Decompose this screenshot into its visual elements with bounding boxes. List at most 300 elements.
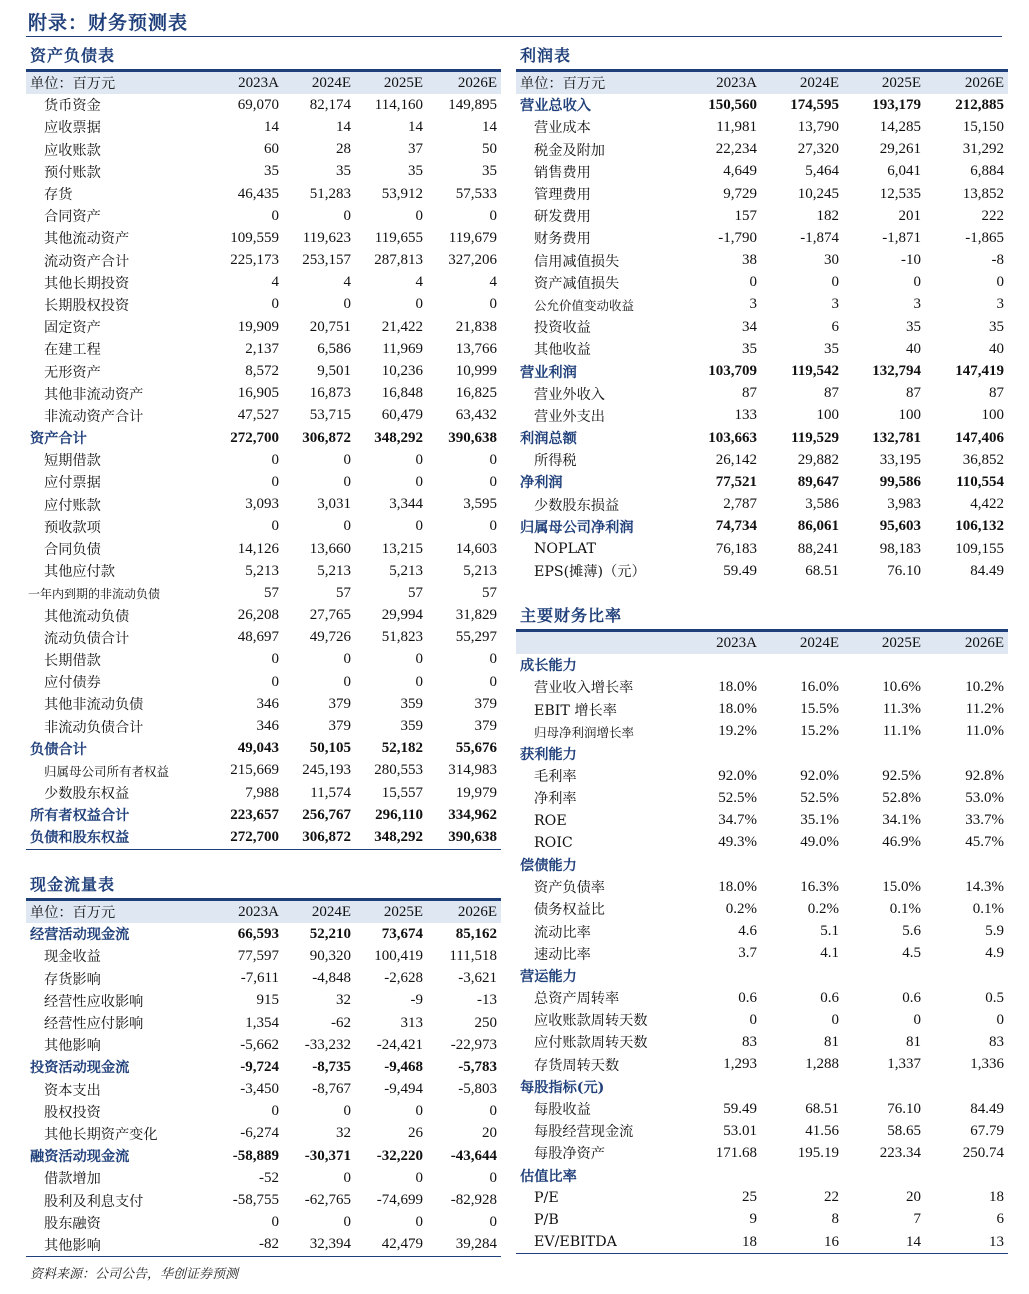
row-value: 9,501 (317, 363, 351, 380)
table-row (516, 449, 1008, 471)
row-value: 33,195 (879, 451, 921, 468)
row-value: 53.0% (965, 789, 1004, 806)
row-label: 归属母公司所有者权益 (44, 763, 170, 779)
row-label: 长期股权投资 (44, 297, 130, 314)
row-label: 流动比率 (534, 924, 591, 941)
row-value: 0 (415, 1169, 423, 1186)
row-label: 预收款项 (44, 519, 101, 536)
row-value: 0 (343, 1103, 351, 1120)
row-value: 0 (749, 274, 757, 291)
row-label: 营运能力 (520, 968, 577, 985)
row-value: 0 (343, 473, 351, 490)
table-row (26, 294, 501, 316)
row-label: 其他流动资产 (44, 231, 130, 248)
row-label: 获利能力 (520, 747, 577, 764)
row-value: 132,794 (872, 363, 921, 380)
row-value: 9 (749, 1211, 757, 1228)
table-row (516, 676, 1008, 698)
row-value: 40 (906, 340, 921, 357)
row-value: 14 (264, 118, 279, 135)
row-value: 16,848 (381, 385, 423, 402)
row-value: 89,647 (797, 473, 839, 490)
row-value: 14,603 (455, 540, 497, 557)
row-value: 0 (343, 1169, 351, 1186)
row-value: 106,132 (955, 518, 1004, 535)
row-value: 3,586 (805, 496, 839, 513)
table-row (26, 538, 501, 560)
row-value: 26,208 (237, 607, 279, 624)
row-value: 46,435 (237, 185, 279, 202)
row-value: 0 (831, 274, 839, 291)
cash-flow-bottom-rule (26, 1256, 501, 1257)
row-value (925, 965, 1008, 987)
table-row (26, 945, 501, 967)
row-label: 借款增加 (44, 1171, 101, 1188)
row-value: 20 (906, 1189, 921, 1206)
row-value: 327,206 (448, 252, 497, 269)
row-value: -3,621 (458, 970, 497, 987)
row-label: 存货影响 (44, 971, 101, 988)
table-row (26, 826, 501, 848)
row-value: -5,803 (458, 1081, 497, 1098)
row-value: 10.2% (965, 678, 1004, 695)
table-row (26, 1012, 501, 1034)
row-value: 4.5 (902, 945, 921, 962)
row-value: 81 (906, 1033, 921, 1050)
row-value: 379 (328, 695, 351, 712)
row-value: 88,241 (797, 540, 839, 557)
header-year-cell: 2023A (681, 72, 761, 94)
table-row (26, 139, 501, 161)
row-value: 53.01 (723, 1122, 757, 1139)
row-value (761, 965, 843, 987)
row-value: 296,110 (375, 806, 423, 823)
row-value: 119,623 (302, 229, 351, 246)
row-value: 35 (824, 340, 839, 357)
row-value (843, 965, 925, 987)
row-value: 87 (906, 385, 921, 402)
header-year-cell: 2023A (681, 632, 761, 654)
row-value: 11,969 (382, 340, 423, 357)
row-value: 287,813 (374, 252, 423, 269)
row-value: -9,468 (384, 1058, 423, 1075)
row-value (843, 854, 925, 876)
row-value: 35 (336, 163, 351, 180)
row-value: 15.5% (800, 701, 839, 718)
row-value: 11.0% (965, 723, 1004, 740)
row-value: 915 (256, 992, 279, 1009)
row-value (761, 1165, 843, 1187)
table-row (516, 832, 1008, 854)
table-row (516, 427, 1008, 449)
row-label: P/E (534, 1189, 559, 1206)
row-value: 14 (906, 1233, 921, 1250)
row-label: EBIT 增长率 (534, 702, 617, 719)
row-value: 0 (415, 1214, 423, 1231)
row-value: 39,284 (455, 1236, 497, 1253)
table-row (26, 250, 501, 272)
row-label: 非流动资产合计 (44, 408, 144, 425)
header-year-cell: 2026E (925, 632, 1008, 654)
row-value: 0 (271, 296, 279, 313)
title-divider (26, 36, 1002, 37)
table-row (516, 494, 1008, 516)
row-value: 346 (256, 718, 279, 735)
row-value: 195.19 (797, 1144, 839, 1161)
row-value: 4.1 (820, 945, 839, 962)
row-value: 59.49 (723, 562, 757, 579)
row-label: 研发费用 (534, 209, 591, 226)
row-value: 53,715 (309, 407, 351, 424)
row-value: 92.0% (800, 767, 839, 784)
table-row (516, 876, 1008, 898)
table-row (26, 161, 501, 183)
table-row (26, 272, 501, 294)
row-value: 8,572 (245, 363, 279, 380)
table-row (516, 405, 1008, 427)
row-value: 3,344 (389, 496, 423, 513)
row-value: 253,157 (302, 252, 351, 269)
row-value: 16 (824, 1233, 839, 1250)
table-row (516, 987, 1008, 1009)
table-row (26, 183, 501, 205)
row-label: 货币资金 (44, 98, 101, 115)
row-label: 净利润 (520, 475, 563, 492)
row-value: 0 (271, 1103, 279, 1120)
row-label: 资产减值损失 (534, 275, 620, 292)
row-value: 87 (824, 385, 839, 402)
row-label: 一年内到期的非流动负债 (28, 586, 161, 601)
row-value: 53,912 (381, 185, 423, 202)
table-row (516, 161, 1008, 183)
row-value: 314,983 (448, 762, 497, 779)
row-value (843, 1076, 925, 1098)
row-value: 174,595 (790, 96, 839, 113)
row-value: 1,288 (805, 1056, 839, 1073)
row-value: -4,848 (312, 970, 351, 987)
row-value: 0 (489, 296, 497, 313)
row-value: 6 (831, 318, 839, 335)
row-label: 其他非流动资产 (44, 386, 144, 403)
row-value: 0 (489, 651, 497, 668)
row-value: 57,533 (455, 185, 497, 202)
row-value: -1,865 (965, 229, 1004, 246)
row-value: 119,655 (374, 229, 423, 246)
row-value: 16,905 (237, 385, 279, 402)
table-row (26, 116, 501, 138)
row-value (681, 965, 761, 987)
row-value: 59.49 (723, 1100, 757, 1117)
table-row (516, 920, 1008, 942)
row-value: 0 (271, 673, 279, 690)
row-value: -9 (410, 992, 423, 1009)
row-value: 29,261 (879, 141, 921, 158)
row-value: -22,973 (450, 1036, 497, 1053)
balance-sheet-title: 资产负债表 (30, 46, 116, 65)
row-value: 3 (831, 296, 839, 313)
row-label: 营业利润 (520, 364, 577, 381)
table-row (26, 627, 501, 649)
row-value: 13 (989, 1233, 1004, 1250)
row-value: 15,150 (962, 118, 1004, 135)
row-value: 22,234 (715, 141, 757, 158)
row-value: 73,674 (381, 925, 423, 942)
row-value: 0 (996, 1011, 1004, 1028)
row-value: 10,245 (797, 185, 839, 202)
row-value: 13,660 (309, 540, 351, 557)
row-value: 0.6 (738, 989, 757, 1006)
row-value: 379 (328, 718, 351, 735)
row-label: 无形资产 (44, 364, 101, 381)
row-value: 52.5% (718, 789, 757, 806)
row-value: 359 (400, 695, 423, 712)
row-value: 15.0% (882, 878, 921, 895)
row-value: 223,657 (230, 806, 279, 823)
row-label: 公允价值变动收益 (534, 297, 635, 313)
row-label: 存货周转天数 (534, 1057, 620, 1074)
row-label: P/B (534, 1211, 559, 1228)
row-value: 47,527 (237, 407, 279, 424)
row-value: 4 (271, 274, 279, 291)
row-value: 0 (271, 451, 279, 468)
table-row (26, 1056, 501, 1078)
row-value: 99,586 (879, 473, 921, 490)
row-label: 应收票据 (44, 120, 101, 137)
row-value: 0 (489, 451, 497, 468)
row-value: 83 (742, 1033, 757, 1050)
row-value: -82 (259, 1236, 279, 1253)
row-value: 22 (824, 1189, 839, 1206)
row-value: 0 (415, 518, 423, 535)
row-label: 速动比率 (534, 946, 591, 963)
row-value: 52.5% (800, 789, 839, 806)
row-label: 现金收益 (44, 949, 101, 966)
row-value: 6 (996, 1211, 1004, 1228)
row-value: 20,751 (309, 318, 351, 335)
table-row (516, 1098, 1008, 1120)
row-value (681, 654, 761, 676)
row-value: 3,031 (317, 496, 351, 513)
row-value: 18.0% (718, 878, 757, 895)
row-value: 11.3% (882, 701, 921, 718)
row-value: 18 (989, 1189, 1004, 1206)
table-row (26, 582, 501, 604)
row-value: 4 (343, 274, 351, 291)
row-value: 149,895 (448, 96, 497, 113)
table-row (516, 810, 1008, 832)
table-row (516, 250, 1008, 272)
row-value: 222 (981, 207, 1004, 224)
income-statement-title: 利润表 (520, 46, 572, 65)
table-row (516, 787, 1008, 809)
table-row (26, 1123, 501, 1145)
row-value: 18.0% (718, 678, 757, 695)
row-value (925, 654, 1008, 676)
row-value: 109,559 (230, 229, 279, 246)
row-label: 应收账款周转天数 (534, 1013, 648, 1030)
row-value: 19,979 (455, 784, 497, 801)
row-label: 营业外收入 (534, 386, 605, 403)
row-value (925, 743, 1008, 765)
row-label: 营业成本 (534, 120, 591, 137)
table-row (26, 1212, 501, 1234)
ratios-table (516, 632, 1008, 1253)
row-value: -8 (991, 252, 1004, 269)
table-row (26, 405, 501, 427)
table-row (26, 471, 501, 493)
row-value: 84.49 (970, 562, 1004, 579)
row-value: 0.5 (985, 989, 1004, 1006)
row-label: 利润总额 (520, 431, 577, 448)
row-value: 0.6 (820, 989, 839, 1006)
table-row (516, 272, 1008, 294)
row-value: 35 (482, 163, 497, 180)
row-value: 0 (415, 207, 423, 224)
row-value: 57 (408, 584, 423, 601)
row-value: 250 (474, 1014, 497, 1031)
row-value: 0.1% (972, 900, 1004, 917)
row-label: 短期借款 (44, 453, 101, 470)
row-label: 存货 (44, 187, 73, 204)
row-value (761, 1076, 843, 1098)
row-label: 营业收入增长率 (534, 680, 634, 697)
row-value: 0 (415, 1103, 423, 1120)
row-value: 147,406 (955, 429, 1004, 446)
row-value: 114,160 (374, 96, 423, 113)
row-value: 5,213 (317, 562, 351, 579)
row-value (925, 854, 1008, 876)
row-label: 融资活动现金流 (30, 1149, 130, 1166)
row-value: 3 (913, 296, 921, 313)
table-header-row (516, 72, 1008, 94)
row-value: 2,787 (723, 496, 757, 513)
table-row (516, 538, 1008, 560)
table-row (26, 560, 501, 582)
row-label: 应收账款 (44, 142, 101, 159)
row-value: 359 (400, 718, 423, 735)
row-label: 其他长期资产变化 (44, 1126, 158, 1143)
row-value: 0 (271, 1214, 279, 1231)
row-label: 税金及附加 (534, 142, 605, 159)
row-value: 0 (831, 1011, 839, 1028)
row-value: -30,371 (304, 1147, 351, 1164)
row-value: 1,354 (245, 1014, 279, 1031)
row-value: 11,574 (310, 784, 351, 801)
row-value: -74,699 (376, 1192, 423, 1209)
row-value: 92.8% (965, 767, 1004, 784)
header-year-cell: 2023A (211, 901, 283, 923)
row-label: 总资产周转率 (534, 991, 620, 1008)
table-row (516, 139, 1008, 161)
table-row (26, 968, 501, 990)
row-value: 30 (824, 252, 839, 269)
row-value: 256,767 (302, 806, 351, 823)
table-row (516, 898, 1008, 920)
row-value: 0.2% (725, 900, 757, 917)
row-value: 1,293 (723, 1056, 757, 1073)
row-value: 2,137 (245, 340, 279, 357)
row-value: 0 (489, 518, 497, 535)
row-value: -10 (901, 252, 921, 269)
row-value: 16,873 (309, 385, 351, 402)
table-row (26, 990, 501, 1012)
row-label: 偿债能力 (520, 857, 577, 874)
row-value: 26 (408, 1125, 423, 1142)
row-label: 成长能力 (520, 658, 577, 675)
table-row (516, 516, 1008, 538)
balance-sheet-section (26, 42, 501, 850)
row-value: 57 (482, 584, 497, 601)
row-value: 100,419 (374, 947, 423, 964)
row-label: 销售费用 (534, 164, 591, 181)
row-value: 26,142 (715, 451, 757, 468)
row-value: 0 (271, 518, 279, 535)
table-header-row (26, 72, 501, 94)
row-value: 6,041 (887, 163, 921, 180)
row-value (843, 1165, 925, 1187)
table-row (516, 765, 1008, 787)
row-value: 0 (489, 1214, 497, 1231)
row-label: 每股净资产 (534, 1146, 605, 1163)
row-value: 86,061 (797, 518, 839, 535)
row-value (681, 743, 761, 765)
row-value (681, 1076, 761, 1098)
row-value: -6,274 (240, 1125, 279, 1142)
table-row (516, 94, 1008, 116)
row-value: 0.1% (889, 900, 921, 917)
table-row (26, 227, 501, 249)
row-value: 37 (408, 141, 423, 158)
row-label: 归母净利润增长率 (534, 724, 635, 740)
row-label: 毛利率 (534, 769, 577, 786)
row-value: 74,734 (715, 518, 757, 535)
row-value: 8 (831, 1211, 839, 1228)
header-year-cell: 2026E (925, 72, 1008, 94)
row-value: 20 (482, 1125, 497, 1142)
header-unit-cell: 单位：百万元 (516, 72, 681, 94)
row-value: 111,518 (449, 947, 497, 964)
table-row (26, 649, 501, 671)
row-value: -43,644 (450, 1147, 497, 1164)
row-value (761, 854, 843, 876)
table-row (516, 1209, 1008, 1231)
row-value: 82,174 (309, 96, 351, 113)
row-value: 41.56 (805, 1122, 839, 1139)
table-row (516, 471, 1008, 493)
header-year-cell: 2024E (283, 901, 355, 923)
table-row (516, 1142, 1008, 1164)
row-label: 其他长期投资 (44, 275, 130, 292)
row-value: 306,872 (302, 828, 351, 845)
row-value: -52 (259, 1169, 279, 1186)
table-row (516, 1054, 1008, 1076)
row-label: 其他流动负债 (44, 608, 130, 625)
row-value: 19.2% (718, 723, 757, 740)
row-value: 3.7 (738, 945, 757, 962)
row-value: 69,070 (237, 96, 279, 113)
row-value: -5,662 (240, 1036, 279, 1053)
row-value: 5,213 (389, 562, 423, 579)
row-value: 3,983 (887, 496, 921, 513)
row-value: -58,889 (232, 1147, 279, 1164)
row-value: 0 (489, 1169, 497, 1186)
row-value: -13 (477, 992, 497, 1009)
row-value: 4,649 (723, 163, 757, 180)
table-row (26, 605, 501, 627)
row-label: ROE (534, 812, 567, 829)
row-value: 13,790 (797, 118, 839, 135)
header-unit-cell: 单位：百万元 (26, 72, 211, 94)
